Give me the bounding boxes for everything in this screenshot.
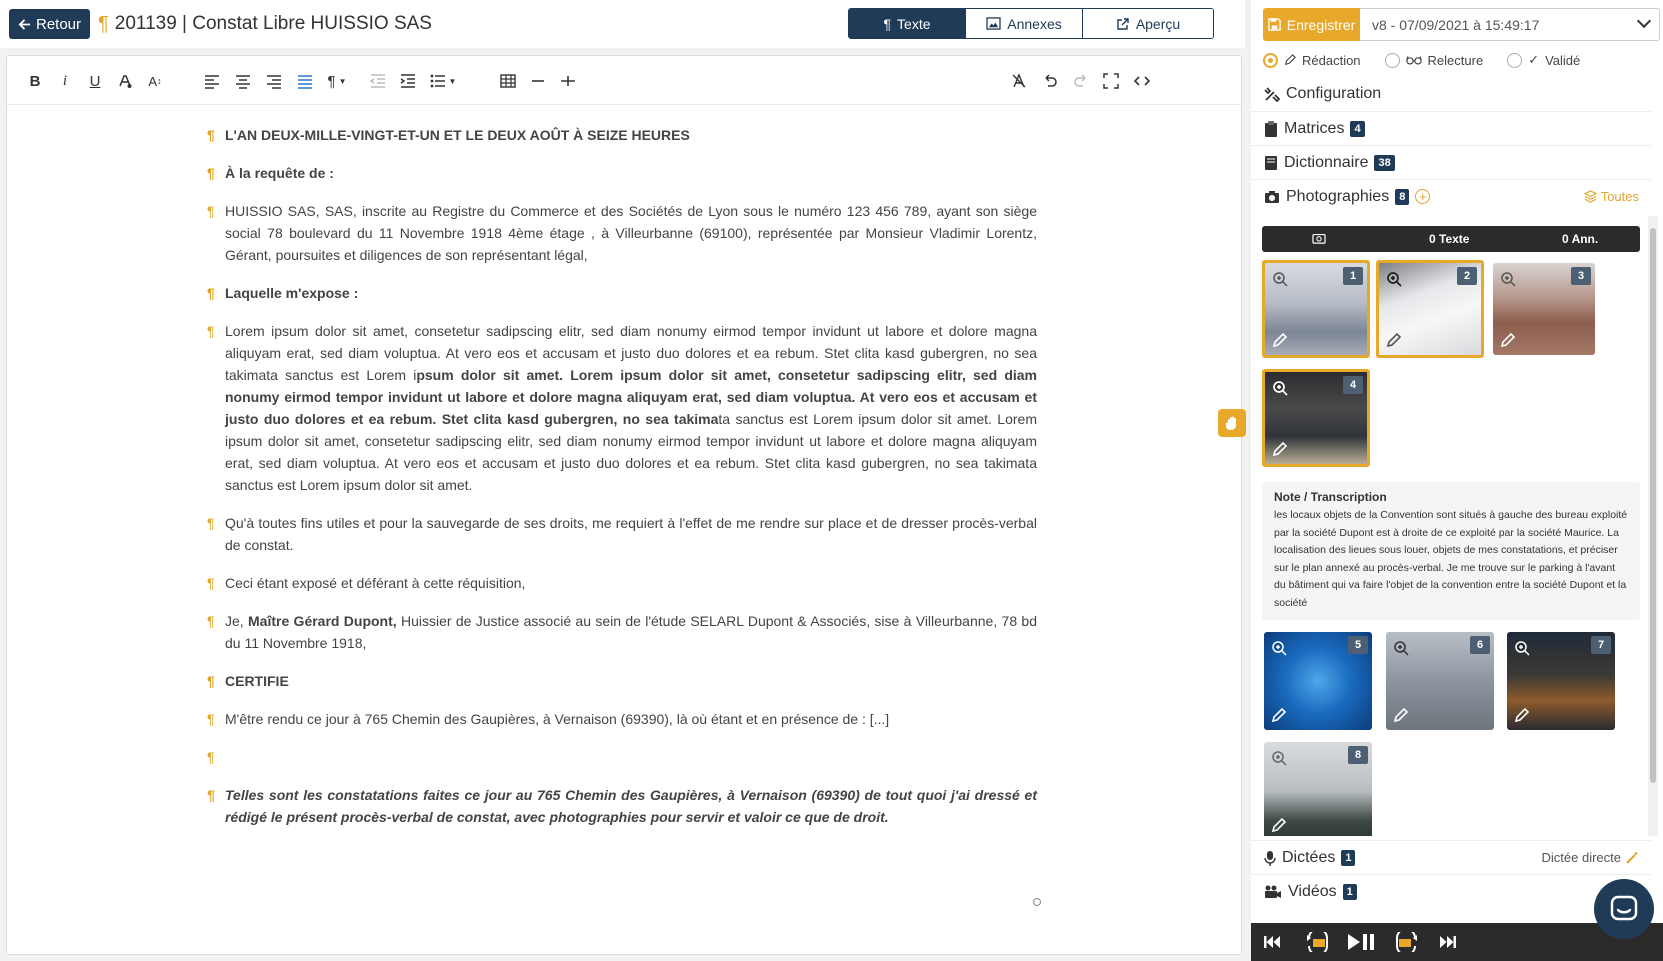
back-button[interactable] [9, 9, 90, 39]
external-link-icon [1116, 17, 1130, 31]
redo-button[interactable] [1068, 69, 1094, 93]
forward-5s-icon [1394, 932, 1418, 952]
align-left-icon [204, 73, 220, 89]
paragraph-text: M'être rendu ce jour à 765 Chemin des Gaupières, à Vernaison (69390), là où étant et en présence de : [...] [225, 711, 890, 727]
zoom-in-icon[interactable] [1271, 750, 1287, 766]
section-matrices[interactable] [1251, 111, 1651, 145]
section-label: Vidéos [1288, 882, 1337, 900]
count-badge: 4 [1350, 121, 1364, 137]
save-icon [1268, 18, 1281, 31]
radio-dot [1263, 53, 1278, 68]
count-badge: 8 [1395, 189, 1409, 205]
insert-more-button[interactable] [555, 69, 581, 93]
underline-button[interactable]: U [89, 72, 101, 90]
photo-number: 7 [1591, 636, 1611, 654]
zoom-in-icon[interactable] [1500, 271, 1516, 287]
photo-number: 5 [1348, 636, 1368, 654]
zoom-in-icon[interactable] [1514, 640, 1530, 656]
undo-button[interactable] [1037, 69, 1063, 93]
editor-paragraph[interactable] [202, 320, 1037, 496]
check-icon: ✓ [1528, 52, 1540, 67]
add-photo-icon[interactable]: + [1415, 189, 1430, 204]
chat-button[interactable] [1594, 879, 1654, 939]
video-camera-icon [1264, 885, 1282, 899]
photo-thumbnail[interactable] [1262, 260, 1370, 358]
resize-handle[interactable] [1033, 898, 1041, 906]
skip-back-icon[interactable] [1263, 934, 1281, 950]
clear-format-button[interactable] [1006, 69, 1032, 93]
magic-wand-icon [1625, 851, 1639, 865]
status-redaction[interactable] [1263, 52, 1361, 68]
edit-icon[interactable] [1271, 817, 1287, 833]
align-center-button[interactable] [230, 69, 256, 93]
clear-format-icon [1011, 73, 1027, 89]
bold-button[interactable]: B [29, 72, 41, 90]
bullet-list-icon [430, 73, 446, 89]
paragraph-text: À la requête de : [225, 165, 334, 181]
microphone-icon [1264, 850, 1276, 866]
editor-paragraph[interactable] [202, 282, 1037, 304]
align-justify-button[interactable] [292, 69, 318, 93]
editor-paragraph[interactable] [202, 746, 1037, 768]
photo-annex-count: 0 Ann. [1562, 232, 1599, 246]
edit-icon[interactable] [1271, 707, 1287, 723]
layers-icon [1584, 190, 1597, 203]
status-label: Relecture [1427, 52, 1484, 68]
horizontal-line-icon [530, 73, 546, 89]
edit-icon[interactable] [1272, 441, 1288, 457]
status-label: Validé [1545, 52, 1581, 68]
editor-paragraph[interactable] [202, 708, 1037, 730]
glasses-icon [1406, 54, 1422, 66]
editor-content[interactable] [202, 124, 1037, 844]
edit-icon[interactable] [1386, 332, 1402, 348]
chat-icon [1609, 894, 1639, 924]
align-left-button[interactable] [199, 69, 225, 93]
arrow-left-icon [18, 18, 31, 31]
font-color-button[interactable] [112, 69, 138, 93]
tab-annexes[interactable] [966, 9, 1083, 38]
version-value: v8 - 07/09/2021 à 15:49:17 [1372, 16, 1540, 33]
scrollbar-thumb[interactable] [1650, 228, 1656, 783]
fullscreen-icon [1103, 73, 1119, 89]
photo-number: 8 [1348, 746, 1368, 764]
section-label: Dictionnaire [1284, 153, 1369, 171]
photo-thumbnail[interactable] [1264, 632, 1372, 730]
plus-icon [560, 73, 576, 89]
camera-icon [1264, 190, 1280, 204]
paragraph-text: ta sanctus est Lorem ipsum dolor sit amet. Lorem ipsum dolor sit amet, consetetur sadipscing elitr, sed diam nonumy eirmod tempor invidunt ut labore et dolore magna aliquyam erat, sed diam voluptua. At vero eos et accusam et justo duo dolores et ea rebum. Stet clita kasd gubergren, no sea takimata sanctus est Lorem ipsum dolor sit amet. [225, 411, 1037, 493]
panel-drag-handle[interactable] [1218, 409, 1246, 437]
fullscreen-button[interactable] [1098, 69, 1124, 93]
status-radio-group [1263, 52, 1580, 68]
photo-number: 4 [1343, 376, 1363, 394]
editor-toolbar [7, 56, 1241, 105]
paragraph-text: Laquelle m'expose : [225, 285, 359, 301]
right-panel [1251, 0, 1663, 961]
count-badge: 1 [1343, 884, 1357, 900]
play-pause-icon[interactable] [1347, 933, 1375, 951]
editor-paragraph[interactable] [202, 124, 1037, 146]
section-label: Matrices [1284, 119, 1345, 137]
book-icon [1264, 155, 1278, 171]
photo-number: 6 [1470, 636, 1490, 654]
paragraph-bold-text: psum dolor sit amet. Lorem ipsum dolor sit amet, consetetur sadipscing elitr, sed diam nonumy eirmod tempor invidunt ut labore et dolore magna aliquyam erat, sed diam voluptua. At vero eos et accusam et justo duo dolores et ea rebum. Stet clita kasd gubergren, no sea takima [225, 367, 1037, 427]
editor-paragraph[interactable] [202, 784, 1037, 828]
horizontal-line-button[interactable] [525, 69, 551, 93]
photo-filter[interactable] [1584, 189, 1639, 204]
camera-icon [1312, 232, 1326, 247]
paragraph-text: Qu'à toutes fins utiles et pour la sauvegarde de ses droits, me requiert à l'effet de me rendre sur place et de dresser procès-verbal de constat. [225, 515, 1037, 553]
editor-paragraph[interactable] [202, 162, 1037, 184]
align-right-icon [266, 73, 282, 89]
text-editor [6, 55, 1242, 955]
photo-text-count: 0 Texte [1429, 232, 1470, 246]
outdent-button[interactable] [365, 69, 391, 93]
zoom-in-icon[interactable] [1272, 271, 1288, 287]
section-dictionnaire[interactable] [1251, 145, 1651, 179]
clipboard-icon [1264, 121, 1278, 137]
section-label: Photographies [1286, 187, 1390, 205]
italic-button[interactable]: i [62, 72, 68, 89]
chevron-down-icon [1637, 14, 1651, 28]
paragraph-text: Telles sont les constatations faites ce jour au 765 Chemin des Gaupières, à Vernaison (69390) de tout quoi j'ai dressé et rédigé le présent procès-verbal de constat, avec photographies pour servir et valoir ce que de droit. [225, 787, 1037, 825]
zoom-in-icon[interactable] [1386, 271, 1402, 287]
edit-icon[interactable] [1514, 707, 1530, 723]
align-center-icon [235, 73, 251, 89]
undo-icon [1042, 73, 1058, 89]
photo-number: 3 [1571, 267, 1591, 285]
view-tabs [848, 8, 1214, 39]
photo-thumbnail[interactable] [1264, 742, 1372, 836]
save-row [1263, 8, 1660, 41]
save-button[interactable] [1263, 8, 1360, 41]
edit-icon[interactable] [1393, 707, 1409, 723]
count-badge: 1 [1341, 850, 1355, 866]
code-icon [1134, 73, 1150, 89]
dictee-directe-link[interactable] [1542, 850, 1639, 865]
indent-icon [400, 73, 416, 89]
status-relecture[interactable] [1385, 52, 1484, 68]
photo-filter-label: Toutes [1600, 189, 1639, 204]
editor-paragraph[interactable] [202, 572, 1037, 594]
status-valide[interactable] [1507, 52, 1580, 68]
paragraph-text: Ceci étant exposé et déférant à cette réquisition, [225, 575, 526, 591]
paragraph-text: L'AN DEUX-MILLE-VINGT-ET-UN ET LE DEUX AOÛT À SEIZE HEURES [225, 127, 690, 143]
radio-dot [1385, 53, 1400, 68]
photo-note[interactable] [1262, 482, 1640, 620]
paragraph-text: Huissier de Justice associé au sein de l'étude SELARL Dupont & Associés, sise à Villeurbanne, 78 bd du 11 Novembre 1918, [225, 613, 1037, 651]
tab-annexes-label: Annexes [1007, 15, 1062, 32]
editor-paragraph[interactable] [202, 200, 1037, 266]
dictee-directe-label: Dictée directe [1541, 850, 1621, 865]
tab-texte[interactable] [849, 9, 966, 38]
section-label: Dictées [1282, 848, 1336, 866]
hand-icon [1224, 415, 1240, 431]
paragraph-bold-text: Maître Gérard Dupont, [248, 613, 397, 629]
section-configuration[interactable] [1251, 77, 1651, 111]
paragraph-text: Je, [225, 613, 248, 629]
forward-5s-button[interactable] [1394, 932, 1418, 955]
photo-number: 1 [1343, 267, 1363, 285]
tab-apercu[interactable] [1083, 9, 1213, 38]
photo-thumbnail[interactable] [1507, 632, 1615, 730]
zoom-in-icon[interactable] [1271, 640, 1287, 656]
tab-apercu-label: Aperçu [1135, 15, 1181, 32]
count-badge: 38 [1374, 155, 1394, 171]
photo-gallery-header [1262, 226, 1640, 252]
note-text: les locaux objets de la Convention sont situés à gauche des bureau exploité par la société Dupont est à droite de ce exploité par la société Maurice. La localisation des lieues sous louer, objets de mes constatations, et préciser sur le plan annexé au procès-verbal. Je me trouve sur le parking à l'avant du bâtiment qui va faire l'objet de la convention entre la société Dupont et la société [1274, 509, 1628, 609]
edit-icon[interactable] [1500, 332, 1516, 348]
edit-icon[interactable] [1272, 332, 1288, 348]
zoom-in-icon[interactable] [1393, 640, 1409, 656]
section-dictees[interactable] [1251, 840, 1651, 874]
zoom-in-icon[interactable] [1272, 380, 1288, 396]
document-title: 201139 | Constat Libre HUISSIO SAS [114, 13, 432, 34]
top-bar [0, 0, 1245, 48]
note-title: Note / Transcription [1274, 490, 1387, 504]
align-justify-icon [297, 73, 313, 89]
editor-paragraph[interactable] [202, 610, 1037, 654]
save-label: Enregistrer [1286, 16, 1356, 33]
section-videos[interactable] [1251, 874, 1651, 908]
paragraph-format-dropdown[interactable]: ¶ ▼ [327, 72, 347, 90]
radio-dot [1507, 53, 1522, 68]
redo-icon [1073, 73, 1089, 89]
table-icon [500, 73, 516, 89]
photo-thumbnail[interactable] [1493, 263, 1595, 355]
list-dropdown[interactable] [425, 69, 461, 93]
photo-thumbnail[interactable] [1386, 632, 1494, 730]
section-photographies[interactable] [1251, 179, 1651, 213]
code-view-button[interactable] [1129, 69, 1155, 93]
editor-paragraph[interactable] [202, 512, 1037, 556]
tools-icon [1264, 86, 1280, 102]
photo-thumbnail[interactable] [1376, 260, 1484, 358]
paragraph-text: Lorem ipsum dolor sit amet, consetetur sadipscing elitr, sed diam nonumy eirmod tempor invidunt ut labore et dolore magna aliquyam erat, sed diam voluptua. At vero eos et accusam et justo duo dolores et ea rebum. Stet clita kasd gubergren, no sea takimata sanctus est Lorem i [225, 323, 1037, 383]
caret-down-icon: ▼ [448, 76, 457, 86]
status-label: Rédaction [1302, 52, 1361, 68]
photo-thumbnail[interactable] [1262, 369, 1370, 467]
image-icon [986, 17, 1001, 30]
tab-texte-label: Texte [897, 15, 931, 32]
font-size-button[interactable]: A ↕ [148, 73, 162, 89]
pencil-icon [1284, 54, 1296, 66]
version-select[interactable] [1360, 8, 1660, 41]
photo-gallery [1251, 216, 1651, 836]
photo-scrollbar[interactable] [1648, 216, 1658, 836]
editor-paragraph[interactable] [202, 670, 1037, 692]
indent-button[interactable] [395, 69, 421, 93]
outdent-icon [370, 73, 386, 89]
back-label: Retour [36, 15, 82, 33]
align-right-button[interactable] [261, 69, 287, 93]
photo-number: 2 [1457, 267, 1477, 285]
font-color-icon [117, 73, 133, 89]
rewind-5s-button[interactable] [1306, 932, 1330, 955]
pilcrow-icon: ¶ [883, 15, 892, 32]
rewind-5s-icon [1306, 932, 1330, 952]
paragraph-text: CERTIFIE [225, 673, 289, 689]
paragraph-text: HUISSIO SAS, SAS, inscrite au Registre du Commerce et des Sociétés de Lyon sous le numéro 123 456 789, ayant son siège social 78 boulevard du 11 Novembre 1918 4ème étage , à Villeurbanne (69100), représentée par Monsieur Vladimir Lorentz, Gérant, poursuites et diligences de son représentant légal, [225, 203, 1037, 263]
page-title [98, 13, 432, 36]
caret-down-icon: ▼ [338, 76, 347, 86]
skip-forward-icon[interactable] [1439, 934, 1457, 950]
pilcrow-icon: ¶ [98, 12, 109, 35]
insert-table-button[interactable] [495, 69, 521, 93]
section-label: Configuration [1286, 85, 1382, 102]
